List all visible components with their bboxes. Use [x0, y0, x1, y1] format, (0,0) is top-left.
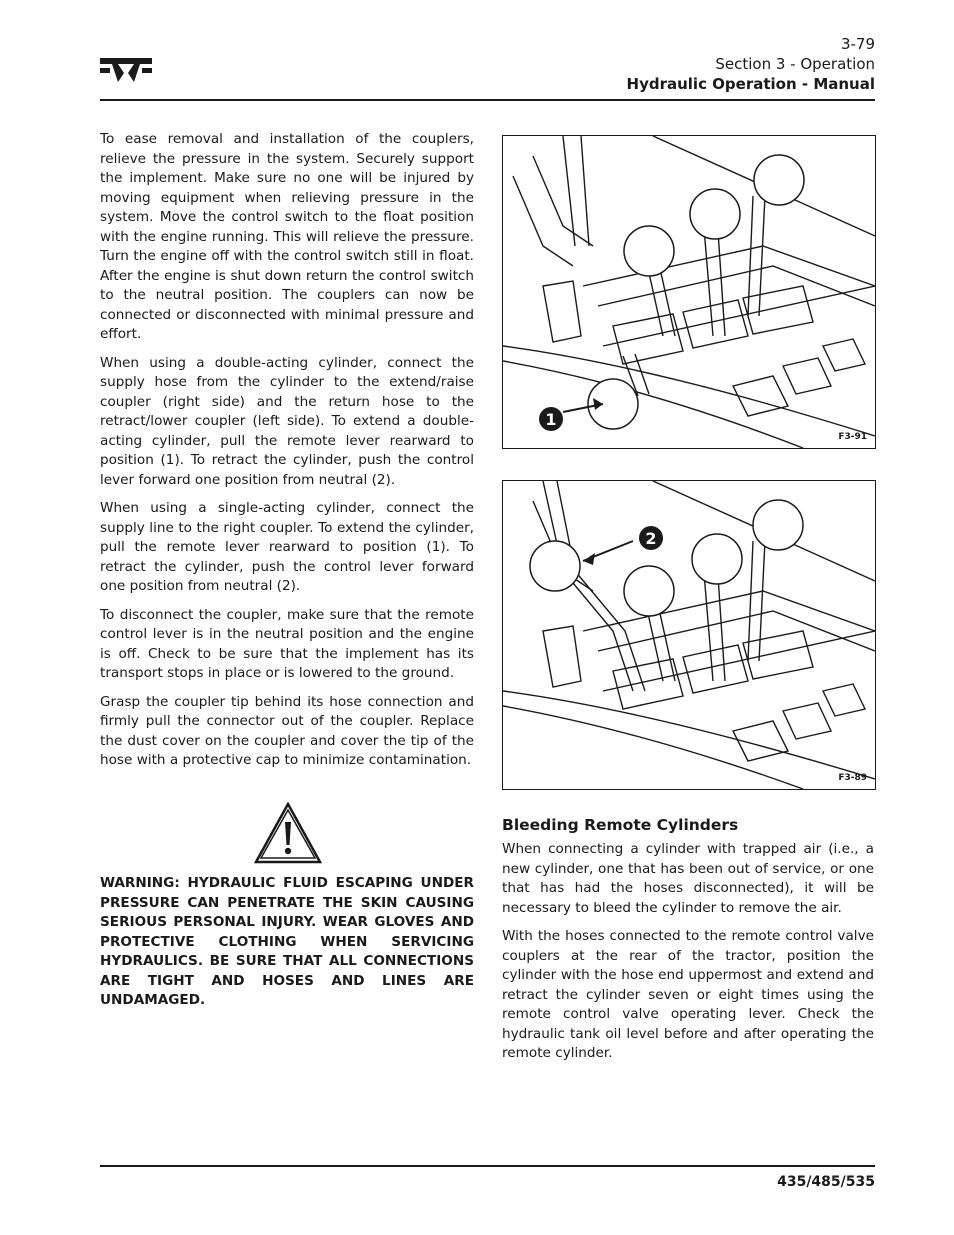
figure-lever-position-1	[502, 135, 876, 449]
callout-number: 1	[545, 410, 557, 429]
paragraph: To ease removal and installation of the couplers, relieve the pressure in the system. Securely support the implement. Make sure no one will be injured by moving equipment when relieving pressure in the system. Move the control switch to the float position with the engine running. This will relieve the pressure. Turn the engine off with the control switch still in float. After the engine is shut down return the control switch to the neutral position. The couplers can now be connected or disconnected with minimal pressure and effort.	[100, 131, 474, 342]
left-column	[100, 130, 474, 780]
footer-rule	[100, 1165, 875, 1167]
figure-label: F3-91	[838, 432, 867, 442]
warning-triangle-icon	[254, 802, 322, 864]
header-rule	[100, 99, 875, 101]
page-number: 3-79	[840, 35, 875, 53]
control-console-illustration	[503, 481, 875, 789]
control-console-illustration	[503, 136, 875, 448]
subsection-title: Hydraulic Operation - Manual	[626, 75, 875, 93]
paragraph: With the hoses connected to the remote control valve couplers at the rear of the tractor, position the cylinder with the hose end uppermost and extend and retract the cylinder seven or eight times using the remote control valve operating lever. Check the hydraulic tank oil level before and after operating the remote cylinder.	[502, 928, 874, 1061]
company-logo-icon	[100, 56, 152, 86]
paragraph: When connecting a cylinder with trapped air (i.e., a new cylinder, one that has been out of service, or one that has had the hoses disconnected), it will be necessary to bleed the cylinder to remove the air.	[502, 841, 874, 916]
figure-label: F3-89	[838, 773, 867, 783]
model-number: 435/485/535	[777, 1174, 875, 1190]
paragraph: To disconnect the coupler, make sure that the remote control lever is in the neutral position and the engine is off. Check to be sure that the implement has its transport stops in place or is lowered to the ground.	[100, 606, 474, 681]
page-header	[627, 34, 875, 94]
warning-text: WARNING: HYDRAULIC FLUID ESCAPING UNDER PRESSURE CAN PENETRATE THE SKIN CAUSING SERIOUS PERSONAL INJURY. WEAR GLOVES AND PROTECTIVE CLOTHING WHEN SERVICING HYDRAULICS. BE SURE THAT ALL CONNECTIONS ARE TIGHT AND HOSES AND LINES ARE UNDAMAGED.	[100, 875, 474, 1008]
paragraph: When using a single-acting cylinder, connect the supply line to the right coupler. To extend the cylinder, pull the remote lever rearward to position (1). To retract the cylinder, push the control lever forward one position from neutral (2).	[100, 500, 474, 594]
section-title: Section 3 - Operation	[715, 55, 875, 73]
right-column	[502, 816, 874, 1073]
section-heading: Bleeding Remote Cylinders	[502, 816, 739, 834]
paragraph: When using a double-acting cylinder, connect the supply hose from the cylinder to the extend/raise coupler (right side) and the return hose to the retract/lower coupler (left side). To extend a double-acting cylinder, pull the remote lever rearward to position (1). To retract the cylinder, push the control lever forward one position from neutral (2).	[100, 354, 474, 488]
paragraph: Grasp the coupler tip behind its hose connection and firmly pull the connector out of the coupler. Replace the dust cover on the coupler and cover the tip of the hose with a protective cap to minimize contamination.	[100, 693, 474, 768]
callout-number: 2	[645, 529, 657, 548]
figure-lever-position-2	[502, 480, 876, 790]
